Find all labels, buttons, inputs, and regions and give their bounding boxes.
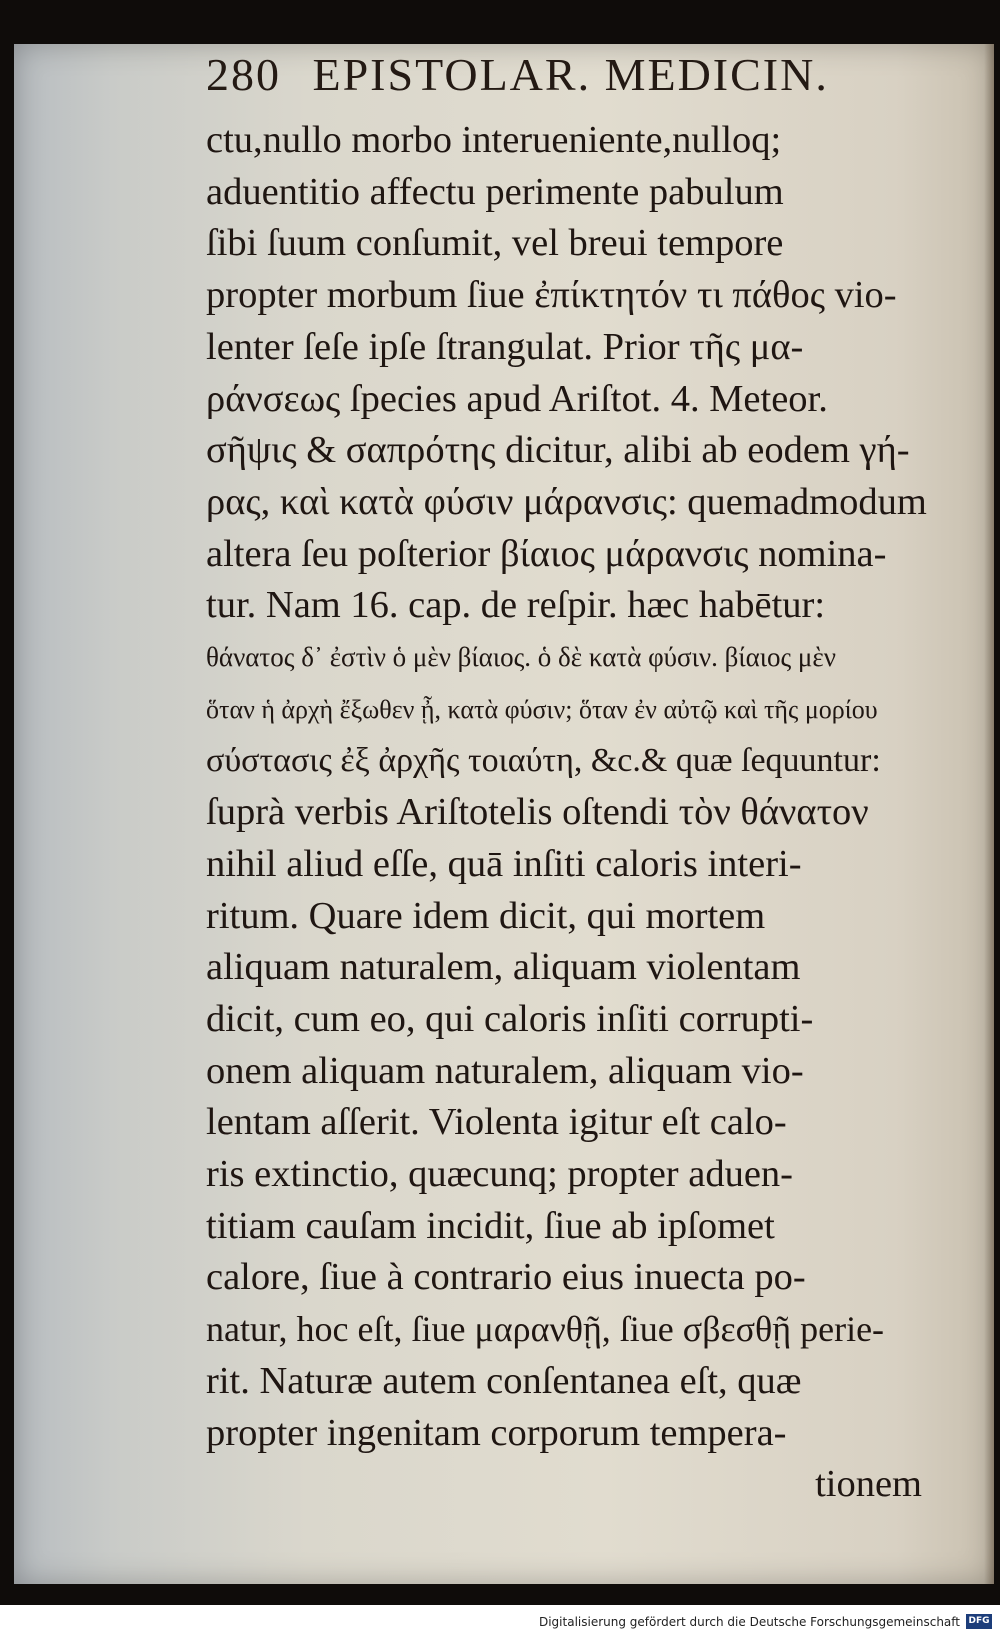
text-line: propter morbum ſiue ἐπίκτητόν τι πάθος vio- — [206, 274, 897, 317]
text-line: ris extinctio, quæcunq; propter aduen- — [206, 1153, 793, 1196]
text-line: ſibi ſuum conſumit, vel breui tempore — [206, 222, 784, 265]
running-head — [206, 48, 906, 101]
body-text — [206, 115, 936, 1511]
text-line: rit. Naturæ autem conſentanea eſt, quæ — [206, 1359, 802, 1402]
text-line: calore, ſiue à contrario eius inuecta po- — [206, 1256, 806, 1299]
catchword: tionem — [815, 1463, 922, 1506]
text-line: σῆψις & σαπρότης dicitur, alibi ab eodem γή- — [206, 429, 910, 472]
text-line: altera ſeu poſterior βίαιος μάρανσις nomina- — [206, 532, 887, 575]
text-line: tur. Nam 16. cap. de reſpir. hæc habētur: — [206, 584, 826, 627]
text-line: ctu,nullo morbo interueniente,nulloq; — [206, 119, 782, 161]
text-line: σύστασις ἐξ ἀρχῆς τοιαύτη, &c.& quæ ſequuntur: — [206, 742, 881, 780]
text-line: aduentitio affectu perimente pabulum — [206, 170, 784, 213]
page-number: 280 — [206, 49, 281, 100]
text-line: dicit, cum eo, qui caloris inſiti corrupti- — [206, 997, 814, 1040]
text-line: titiam cauſam incidit, ſiue ab ipſomet — [206, 1204, 775, 1247]
text-line: nihil aliud eſſe, quā inſiti caloris interi- — [206, 842, 802, 885]
dfg-logo: DFG — [966, 1614, 992, 1629]
text-line: lentam aſſerit. Violenta igitur eſt calo- — [206, 1101, 787, 1144]
text-line: ſuprà verbis Ariſtotelis oſtendi τὸν θάνατον — [206, 791, 869, 834]
footer-bar — [0, 1605, 1000, 1639]
text-line: propter ingenitam corporum tempera- — [206, 1411, 787, 1454]
text-line: onem aliquam naturalem, aliquam vio- — [206, 1049, 804, 1092]
greek-quote-line: θάνατος δ᾽ ἐστὶν ὁ μὲν βίαιος. ὁ δὲ κατὰ φύσιν. βίαιος μὲν — [206, 642, 836, 673]
text-line: ritum. Quare idem dicit, qui mortem — [206, 894, 766, 937]
greek-quote-line: ὅταν ἡ ἀρχὴ ἔξωθεν ᾖ, κατὰ φύσιν; ὅταν ἐν αὐτῷ καὶ τῆς μορίου — [206, 694, 878, 724]
running-title: EPISTOLAR. MEDICIN. — [312, 49, 829, 100]
text-line: ρας, καὶ κατὰ φύσιν μάρανσις: quemadmodum — [206, 480, 927, 523]
text-line: natur, hoc eſt, ſiue μαρανθῇ, ſiue σβεσθῇ perie- — [206, 1309, 885, 1350]
text-line: aliquam naturalem, aliquam violentam — [206, 946, 801, 989]
page-edge-shadow — [984, 44, 994, 1584]
funding-credit: Digitalisierung gefördert durch die Deutsche Forschungsgemeinschaft — [538, 1615, 960, 1629]
text-line: lenter ſeſe ipſe ſtrangulat. Prior τῆς μα- — [206, 325, 804, 368]
text-line: ράνσεως ſpecies apud Ariſtot. 4. Meteor. — [206, 377, 828, 420]
